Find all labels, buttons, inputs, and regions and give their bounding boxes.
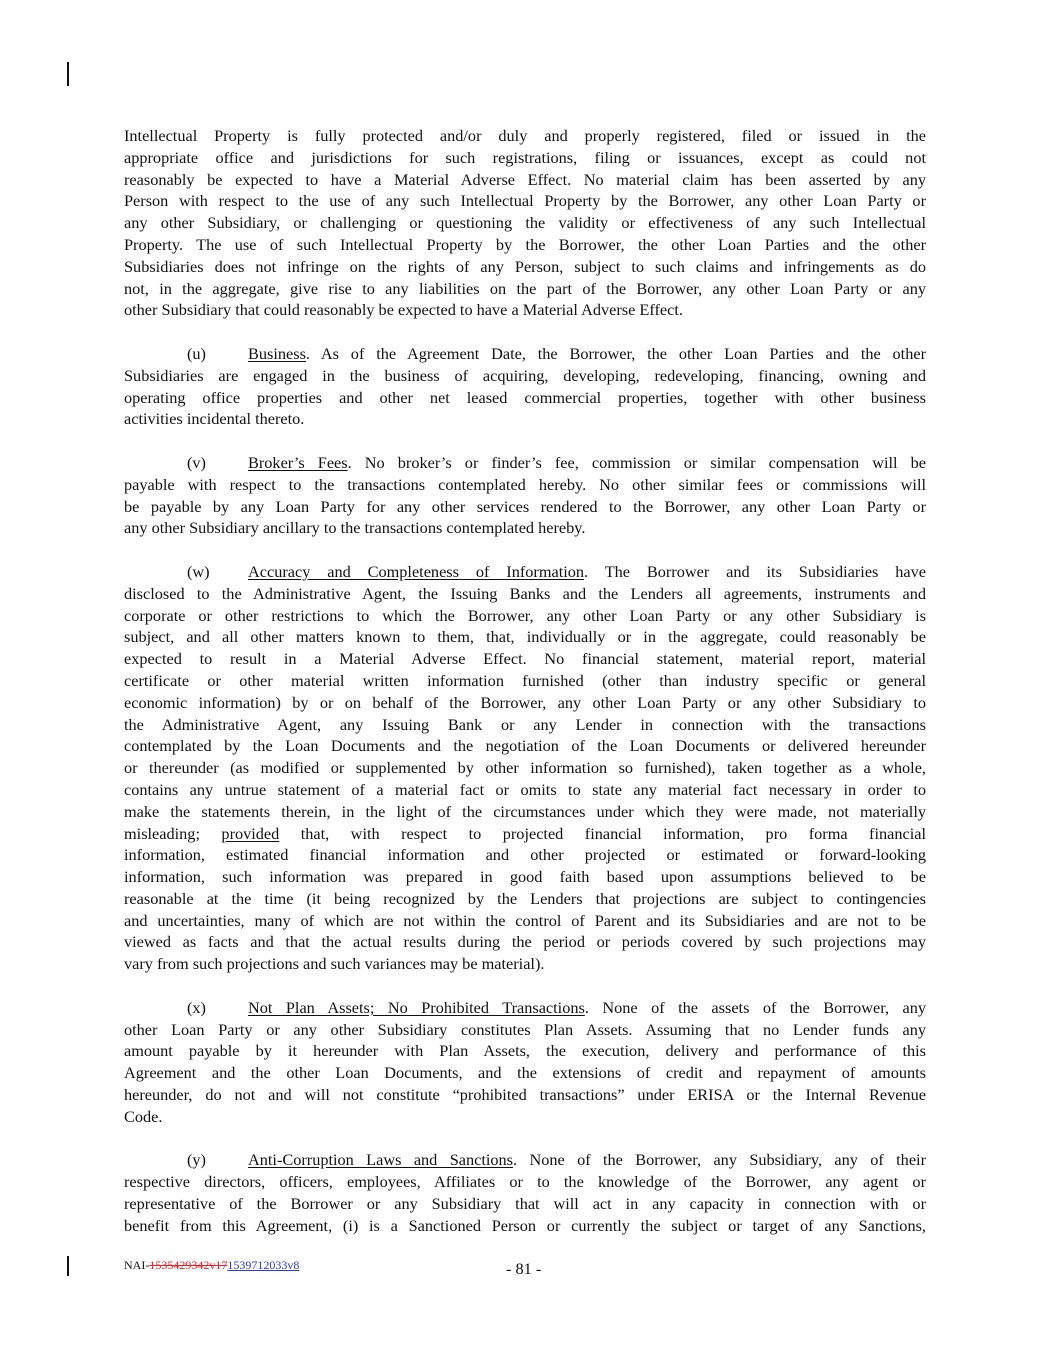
text-line: not, in the aggregate, give rise to any liabilities on the part of the Borrower, any other Loan Party or any xyxy=(124,278,926,298)
text-run: . No broker’s or finder’s fee, commission or similar compensation will be xyxy=(347,452,926,472)
text-line-first xyxy=(124,997,926,1019)
text-line: economic information) by or on behalf of the Borrower, any other Loan Party or any other Subsidiary to xyxy=(124,692,926,712)
section-enum: (v) xyxy=(187,452,206,472)
text-line: representative of the Borrower or any Subsidiary that will act in any capacity in connection with or xyxy=(124,1194,926,1214)
text-line: subject, and all other matters known to them, that, individually or in the aggregate, could reasonably be xyxy=(124,627,926,647)
text-line: viewed as facts and that the actual results during the period or periods covered by such projections may xyxy=(124,932,926,952)
section-heading: Business xyxy=(248,343,306,363)
text-line: amount payable by it hereunder with Plan Assets, the execution, delivery and performance of this xyxy=(124,1041,926,1061)
text-line: contemplated by the Loan Documents and the negotiation of the Loan Documents or delivered hereunder xyxy=(124,736,926,756)
doc-id-deleted: 1535429342v17 xyxy=(149,1258,228,1272)
text-line: Agreement and the other Loan Documents, and the extensions of credit and repayment of amounts xyxy=(124,1063,926,1083)
text-line: Intellectual Property is fully protected and/or duly and properly registered, filed or issued in the xyxy=(124,126,926,145)
text-line: appropriate office and jurisdictions for such registrations, filing or issuances, except as could not xyxy=(124,147,926,167)
text-line: information, such information was prepared in good faith based upon assumptions believed to be xyxy=(124,867,926,887)
section-heading: Anti-Corruption Laws and Sanctions xyxy=(248,1150,514,1170)
text-run: . None of the Borrower, any Subsidiary, any of their xyxy=(513,1150,926,1170)
text-line: disclosed to the Administrative Agent, the Issuing Banks and the Lenders all agreements, instruments and xyxy=(124,583,926,603)
text-line: Person with respect to the use of any such Intellectual Property by the Borrower, any other Loan Party or xyxy=(124,191,926,211)
text-run: . The Borrower and its Subsidiaries have xyxy=(584,561,926,581)
doc-id-inserted: 1539712033v8 xyxy=(227,1258,300,1272)
text-line: payable with respect to the transactions contemplated hereby. No other similar fees or commissions will xyxy=(124,474,926,494)
text-line: contains any untrue statement of a material fact or omits to state any material fact necessary in order to xyxy=(124,779,926,799)
text-line: operating office properties and other net leased commercial properties, together with other business xyxy=(124,387,926,407)
text-line: expected to result in a Material Adverse Effect. No financial statement, material report, material xyxy=(124,649,926,669)
paragraph-u-business xyxy=(124,343,926,430)
text-line-first xyxy=(124,452,926,474)
paragraph-continuation xyxy=(124,125,926,321)
text-line: certificate or other material written information furnished (other than industry specific or general xyxy=(124,670,926,690)
section-enum: (y) xyxy=(187,1150,206,1170)
page-number: - 81 - xyxy=(506,1259,542,1278)
text-line: Subsidiaries does not infringe on the rights of any Person, subject to such claims and infringements as do xyxy=(124,256,926,276)
section-heading: Accuracy and Completeness of Information xyxy=(248,561,585,581)
text-run: misleading; xyxy=(124,823,222,843)
text-run: that, with respect to projected financial information, pro forma financial xyxy=(279,823,926,843)
text-line: be payable by any Loan Party for any other services rendered to the Borrower, any other Loan Party or xyxy=(124,496,926,516)
text-line: the Administrative Agent, any Issuing Bank or any Lender in connection with the transactions xyxy=(124,714,926,734)
footer-document-id xyxy=(124,1258,299,1273)
section-heading: Not Plan Assets; No Prohibited Transactions xyxy=(248,997,585,1017)
text-line: reasonably be expected to have a Material Adverse Effect. No material claim has been asserted by any xyxy=(124,169,926,189)
text-line: activities incidental thereto. xyxy=(124,409,305,429)
text-line: and uncertainties, many of which are not within the control of Parent and its Subsidiaries and are not to be xyxy=(124,910,926,930)
text-line: respective directors, officers, employees, Affiliates or to the knowledge of the Borrower, any agent or xyxy=(124,1172,926,1192)
section-enum: (x) xyxy=(187,997,206,1017)
paragraph-y-anti-corruption xyxy=(124,1149,926,1236)
text-line: any other Subsidiary ancillary to the transactions contemplated hereby. xyxy=(124,518,586,538)
text-line: benefit from this Agreement, (i) is a Sanctioned Person or currently the subject or target of any Sanctions, xyxy=(124,1215,926,1235)
text-line: make the statements therein, in the light of the circumstances under which they were made, not materially xyxy=(124,801,926,821)
text-line-first xyxy=(124,343,926,365)
doc-id-prefix: NAI- xyxy=(124,1258,150,1272)
change-bar-top xyxy=(67,62,69,86)
text-line: Code. xyxy=(124,1106,163,1126)
text-line: any other Subsidiary, or challenging or questioning the validity or effectiveness of any such Intellectual xyxy=(124,213,926,233)
provided-term: provided xyxy=(221,823,280,843)
text-line: other Subsidiary that could reasonably be expected to have a Material Adverse Effect. xyxy=(124,300,683,320)
text-line-first xyxy=(124,1149,926,1171)
section-heading: Broker’s Fees xyxy=(248,452,348,472)
text-line: or thereunder (as modified or supplemented by other information so furnished), taken together as a whole, xyxy=(124,758,926,778)
text-line: vary from such projections and such variances may be material). xyxy=(124,954,545,974)
text-line: corporate or other restrictions to which the Borrower, any other Loan Party or any other Subsidiary is xyxy=(124,605,926,625)
text-line: hereunder, do not and will not constitute “prohibited transactions” under ERISA or the Internal Revenue xyxy=(124,1085,926,1105)
document-body xyxy=(124,125,926,1258)
text-run: . None of the assets of the Borrower, any xyxy=(584,997,926,1017)
text-line: other Loan Party or any other Subsidiary constitutes Plan Assets. Assuming that no Lender funds any xyxy=(124,1019,926,1039)
text-line: Subsidiaries are engaged in the business of acquiring, developing, redeveloping, financing, owning and xyxy=(124,365,926,385)
text-run: . As of the Agreement Date, the Borrower, the other Loan Parties and the other xyxy=(305,343,926,363)
section-enum: (w) xyxy=(187,561,210,581)
section-enum: (u) xyxy=(187,343,206,363)
text-line: reasonable at the time (it being recognized by the Lenders that projections are subject to contingencies xyxy=(124,888,926,908)
text-line-provided xyxy=(124,823,926,845)
change-bar-bottom xyxy=(67,1256,69,1276)
text-line: Property. The use of such Intellectual Property by the Borrower, the other Loan Parties and the other xyxy=(124,234,926,254)
paragraph-w-accuracy xyxy=(124,561,926,975)
text-line: information, estimated financial information and other projected or estimated or forward-looking xyxy=(124,845,926,865)
paragraph-v-brokers-fees xyxy=(124,452,926,539)
paragraph-x-plan-assets xyxy=(124,997,926,1128)
text-line-first xyxy=(124,561,926,583)
